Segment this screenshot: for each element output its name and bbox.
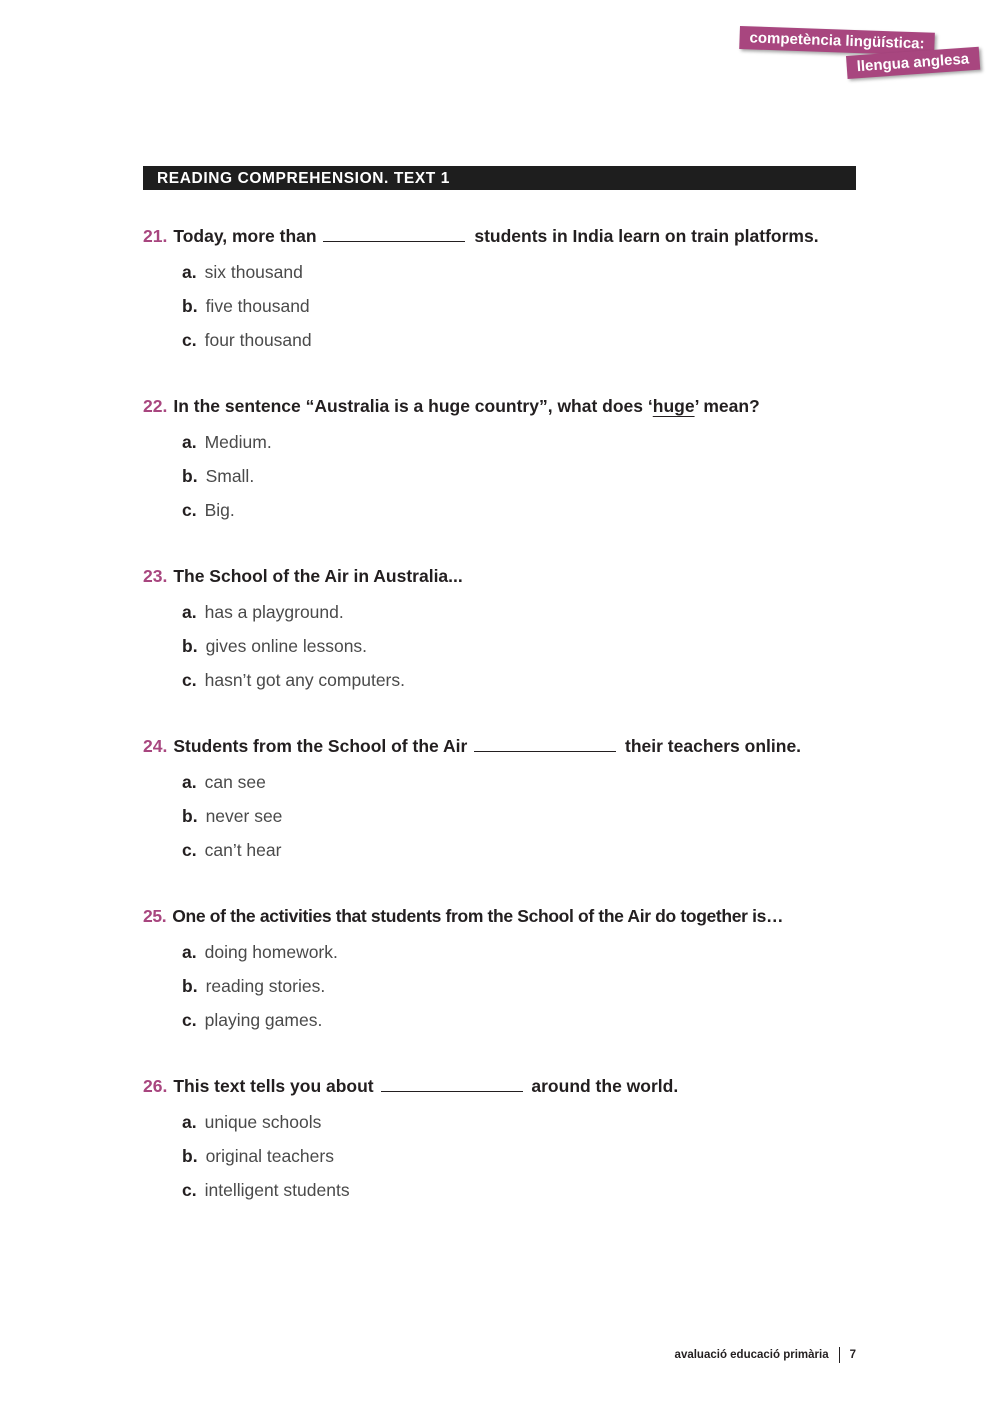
- option-text: original teachers: [205, 1146, 334, 1166]
- page-number: 7: [849, 1349, 856, 1361]
- subject-tag-line1: competència lingüística:: [739, 26, 935, 56]
- question-23: [143, 564, 863, 697]
- page-footer: [675, 1347, 856, 1363]
- question-text-after: around the world.: [531, 1076, 679, 1096]
- question-number: 25.: [143, 906, 167, 926]
- question-text: [143, 394, 863, 418]
- section-title: READING COMPREHENSION. TEXT 1: [143, 166, 856, 190]
- question-number: 23.: [143, 566, 168, 586]
- option-c[interactable]: [182, 323, 863, 357]
- question-text-before: Students from the School of the Air: [173, 736, 468, 756]
- option-a[interactable]: [182, 765, 863, 799]
- option-text: has a playground.: [204, 602, 344, 622]
- option-letter: c.: [182, 330, 197, 350]
- question-24: [143, 734, 863, 867]
- option-letter: a.: [182, 1112, 197, 1132]
- option-text: hasn’t got any computers.: [204, 670, 405, 690]
- option-letter: b.: [182, 296, 198, 316]
- option-text: Small.: [205, 466, 255, 486]
- option-letter: c.: [182, 500, 197, 520]
- option-b[interactable]: [182, 969, 863, 1003]
- options-list: [143, 595, 863, 697]
- question-text-body: One of the activities that students from the School of the Air do together is…: [172, 906, 784, 926]
- underlined-word: huge: [652, 396, 695, 416]
- question-22: [143, 394, 863, 527]
- option-c[interactable]: [182, 1003, 863, 1037]
- option-text: gives online lessons.: [205, 636, 368, 656]
- option-letter: b.: [182, 1146, 198, 1166]
- question-text-before: In the sentence “Australia is a huge country”, what does ‘: [173, 396, 653, 416]
- option-text: unique schools: [204, 1112, 322, 1132]
- question-text: [143, 734, 863, 758]
- option-text: doing homework.: [204, 942, 338, 962]
- option-text: can’t hear: [204, 840, 282, 860]
- answer-blank[interactable]: [474, 735, 616, 752]
- footer-text: avaluació educació primària: [674, 1349, 829, 1361]
- option-letter: b.: [182, 466, 198, 486]
- option-letter: c.: [182, 1180, 197, 1200]
- subject-tag-line2: llengua anglesa: [846, 47, 980, 79]
- option-text: five thousand: [205, 296, 310, 316]
- option-letter: a.: [182, 772, 197, 792]
- options-list: [143, 255, 863, 357]
- option-text: Big.: [204, 500, 235, 520]
- option-b[interactable]: [182, 459, 863, 493]
- option-b[interactable]: [182, 1139, 863, 1173]
- question-text: [143, 904, 863, 928]
- option-letter: c.: [182, 1010, 197, 1030]
- answer-blank[interactable]: [323, 225, 465, 242]
- question-text-after: ’ mean?: [694, 396, 760, 416]
- option-letter: c.: [182, 670, 197, 690]
- option-text: Medium.: [204, 432, 272, 452]
- option-text: reading stories.: [205, 976, 326, 996]
- option-a[interactable]: [182, 255, 863, 289]
- question-25: [143, 904, 863, 1037]
- question-text: [143, 564, 863, 588]
- option-letter: b.: [182, 636, 198, 656]
- option-c[interactable]: [182, 493, 863, 527]
- option-text: four thousand: [204, 330, 312, 350]
- option-letter: a.: [182, 942, 197, 962]
- question-21: [143, 224, 863, 357]
- option-a[interactable]: [182, 595, 863, 629]
- option-a[interactable]: [182, 935, 863, 969]
- option-letter: b.: [182, 976, 198, 996]
- options-list: [143, 1105, 863, 1207]
- question-text-after: students in India learn on train platforms.: [474, 226, 819, 246]
- option-letter: a.: [182, 262, 197, 282]
- options-list: [143, 935, 863, 1037]
- question-text-body: The School of the Air in Australia...: [173, 566, 463, 586]
- option-text: six thousand: [204, 262, 303, 282]
- option-a[interactable]: [182, 1105, 863, 1139]
- option-b[interactable]: [182, 289, 863, 323]
- answer-blank[interactable]: [381, 1075, 523, 1092]
- question-text: [143, 1074, 863, 1098]
- option-letter: c.: [182, 840, 197, 860]
- question-number: 26.: [143, 1076, 168, 1096]
- question-number: 22.: [143, 396, 168, 416]
- question-number: 21.: [143, 226, 168, 246]
- question-text-after: their teachers online.: [625, 736, 802, 756]
- option-text: playing games.: [204, 1010, 323, 1030]
- option-b[interactable]: [182, 629, 863, 663]
- option-c[interactable]: [182, 1173, 863, 1207]
- option-letter: b.: [182, 806, 198, 826]
- option-c[interactable]: [182, 663, 863, 697]
- option-letter: a.: [182, 602, 197, 622]
- question-text: [143, 224, 863, 248]
- question-text-before: This text tells you about: [173, 1076, 374, 1096]
- question-number: 24.: [143, 736, 168, 756]
- option-a[interactable]: [182, 425, 863, 459]
- option-b[interactable]: [182, 799, 863, 833]
- footer-divider: [839, 1347, 840, 1363]
- option-text: can see: [204, 772, 266, 792]
- options-list: [143, 425, 863, 527]
- option-c[interactable]: [182, 833, 863, 867]
- option-text: intelligent students: [204, 1180, 350, 1200]
- question-text-before: Today, more than: [173, 226, 317, 246]
- option-letter: a.: [182, 432, 197, 452]
- option-text: never see: [205, 806, 283, 826]
- options-list: [143, 765, 863, 867]
- question-26: [143, 1074, 863, 1207]
